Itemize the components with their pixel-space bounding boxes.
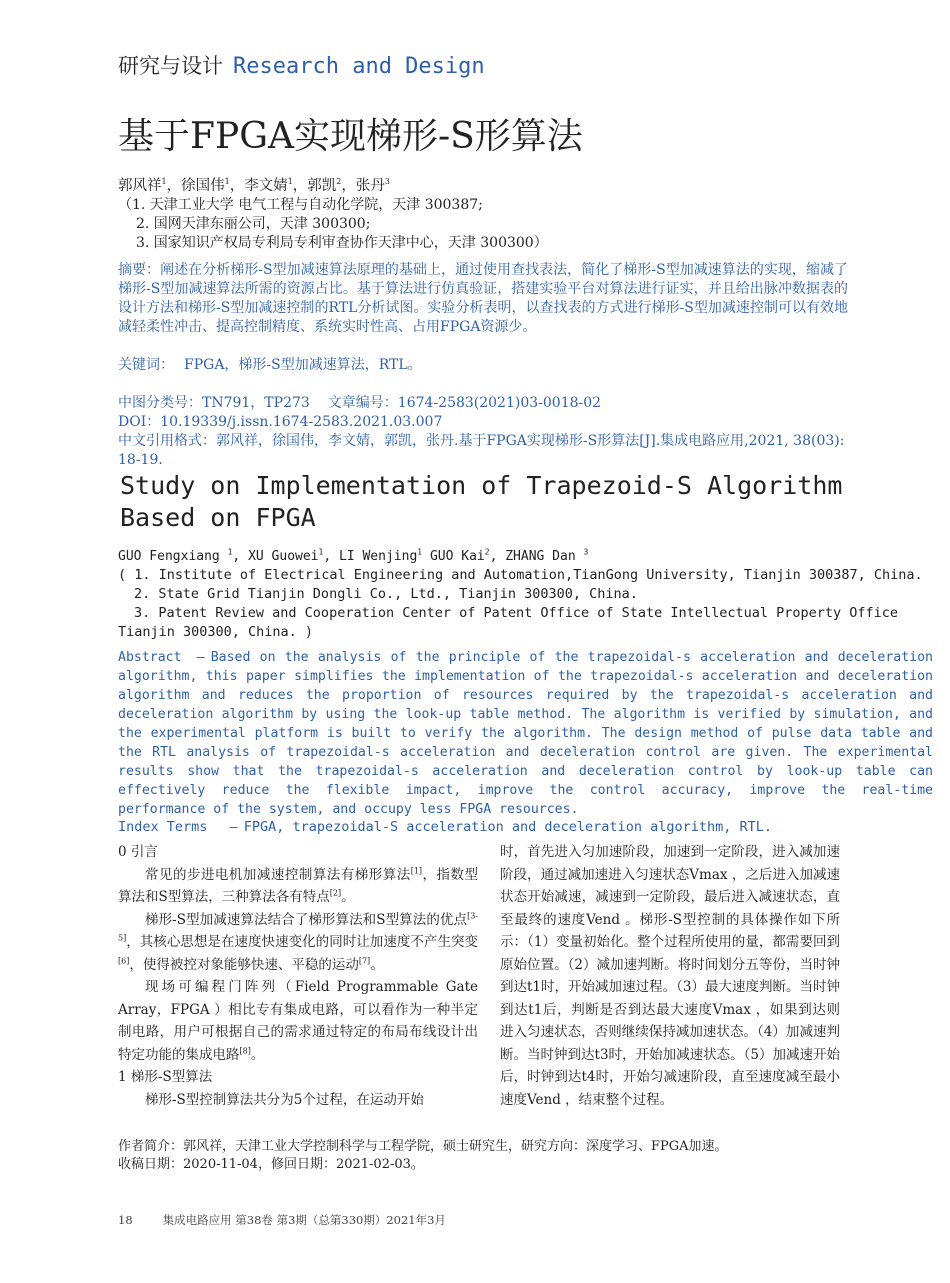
abstract-en-dash: — [196,650,205,665]
author-affil-mark: 1 [161,177,167,187]
author-affil-mark: 1 [318,547,324,557]
author-name-en: LI Wenjing [339,549,418,564]
author-affil-mark: 1 [224,177,230,187]
separator: ， [341,178,356,194]
affiliation-line: 2. 国网天津东丽公司，天津 300300; [136,216,371,232]
author-affil-mark: 2 [484,547,490,557]
citation-mark: [7] [358,956,371,965]
index-terms-dash: — [229,819,238,835]
affiliation-line: 3. 国家知识产权局专利局专利审查协作天津中心，天津 300300） [136,235,548,251]
separator: ， [292,178,308,194]
affiliations-cn [118,196,548,253]
authors-en: GUO Fengxiang $^1$, XU Guowei$^1$, LI Wenjing$^1$ GUO Kai$^2$, ZHANG Dan $^3$ [118,547,589,564]
body-paragraph: 梯形-S型控制算法共分为5个过程，在运动开始 [145,1091,424,1108]
section-label [118,50,485,80]
abstract-en-label: Abstract [118,650,182,665]
section-label-en: Research and Design [233,54,485,79]
keywords-cn [118,356,848,375]
separator: ， [166,178,182,194]
abstract-en [118,648,933,819]
body-paragraph: 时，首先进入匀加速阶段，加速到一定阶段，进入减加速阶段，通过减加速进入匀速状态Vmax ，之后进入加减速状态开始减速，减速到一定阶段，最后进入减速状态，直至最终的速度Vend 。梯形-S型控制的具体操作如下所示：（1）变量初始化。整个过程所使用的量，都需要回到原始位置。（2）减加速判断。将时间划分五等份，当时钟到达t1时，开始减加速过程。（3）最大速度判断。当时钟到达t1后，判断是否到达最大速度Vmax ，如果到达则进入匀速状态，否则继续保持减加速状态。（4）加减速判断。当时钟到达t3时，开始加减速状态。（5）加减速开始后，时钟到达t4时，开始匀减速阶段，直至速度减至最小速度Vend ，结束整个过程。 [500,844,840,1108]
author-affil-mark: 3 [583,547,589,557]
body-column-right [500,841,840,1111]
index-terms [118,818,772,837]
separator: ， [229,178,245,194]
author-name: 徐国伟 [181,178,225,194]
authors-cn [118,177,390,196]
article-number: 文章编号：1674-2583(2021)03-0018-02 [327,395,602,411]
index-terms-text: FPGA, trapezoidal-S acceleration and deceleration algorithm, RTL. [243,819,772,835]
affiliation-line: （1. 天津工业大学 电气工程与自动化学院，天津 300387; [118,197,483,213]
author-affil-mark: 1 [417,547,423,557]
author-name: 郭风祥 [118,178,162,194]
affiliations-en [118,566,938,642]
author-name-en: GUO Kai [429,549,485,564]
citation-mark: [6] [118,956,130,965]
meta-cn [118,394,848,470]
body-paragraph: 梯形-S型加减速算法结合了梯形算法和S型算法的优点[3-5]，其核心思想是在速度快速变化的同时让加速度不产生突变[6]，使得被控对象能够快速、平稳的运动[7]。 [118,911,478,973]
author-affil-mark: 1 [287,177,293,187]
abstract-cn-label: 摘要： [118,262,161,278]
citation-mark: [8] [239,1046,251,1055]
author-name: 张丹 [355,178,385,194]
body-paragraph: 常见的步进电机加减速控制算法有梯形算法[1]，指数型算法和S型算法，三种算法各有特点[2]。 [118,866,479,905]
citation-mark: [2] [329,888,342,898]
citation-mark: [1] [410,866,423,875]
author-info: 作者简介：郭风祥，天津工业大学控制科学与工程学院，硕士研究生，研究方向：深度学习、FPGA加速。 [118,1139,728,1154]
affiliation-line-en: 3. Patent Review and Cooperation Center of Patent Office of State Intellectual Property Office [134,605,899,621]
author-name: 李文婧 [244,178,288,194]
footnote [118,1138,728,1174]
author-affil-mark: 1 [227,547,233,557]
journal-info: 集成电路应用 第38卷 第3期（总第330期）2021年3月 [162,1213,446,1227]
citation-mark: [3-5] [118,911,478,943]
clc-number: 中图分类号：TN791，TP273 [118,395,310,411]
author-name-en: ZHANG Dan [505,549,576,564]
paper-title-cn: 基于FPGA实现梯形-S形算法 [118,116,583,157]
index-terms-label: Index Terms [118,819,208,835]
doi: DOI：10.19339/j.issn.1674-2583.2021.03.007 [118,414,443,430]
paper-title-en: Study on Implementation of Trapezoid-S Algorithm Based on FPGA [120,471,843,532]
page-number: 18 [118,1213,133,1227]
author-affil-mark: 2 [336,177,342,187]
section-heading: 0 引言 [118,844,158,860]
keywords-cn-label: 关键词： [118,357,174,373]
section-heading: 1 梯形-S型算法 [118,1069,213,1085]
citation-cn: 中文引用格式：郭风祥，徐国伟，李文婧，郭凯，张丹.基于FPGA实现梯形-S形算法[J].集成电路应用,2021, 38(03): 18-19. [118,433,845,468]
author-name-en: XU Guowei [248,549,319,564]
body-column-left [118,841,478,1111]
abstract-cn [118,261,848,337]
received-dates: 收稿日期：2020-11-04，修回日期：2021-02-03。 [118,1157,424,1172]
affiliation-line-en: Tianjin 300300, China. ) [118,624,314,640]
keywords-cn-text: FPGA，梯形-S型加减速算法，RTL。 [184,357,422,373]
section-label-cn: 研究与设计 [118,54,223,78]
page-footer [118,1212,446,1228]
body-paragraph: 现场可编程门阵列（Field Programmable Gate Array，FPGA ）相比专有集成电路，可以看作为一种半定制电路，用户可根据自己的需求通过特定的布局布线设计出特定功能的集成电路[8]。 [118,979,478,1063]
author-affil-mark: 3 [384,177,390,187]
affiliation-line-en: 2. State Grid Tianjin Dongli Co., Ltd., Tianjin 300300, China. [134,586,638,602]
author-name: 郭凯 [307,178,337,194]
author-name-en: GUO Fengxiang [118,549,220,564]
abstract-en-text: Based on the analysis of the principle of the trapezoidal-s acceleration and deceleration algorithm, this paper simplifies the implementation of the trapezoidal-s acceleration and deceleration algorithm and reduces the proportion of resources required by the trapezoidal-s acceleration and deceleration algorithm by using the look-up table method. The algorithm is verified by simulation, and the experimental platform is built to verify the algorithm. The design method of pulse data table and the RTL analysis of trapezoidal-s acceleration and deceleration control are given. The experimental results show that the trapezoidal-s acceleration and deceleration control by look-up table can effectively reduce the flexible impact, improve the control accuracy, improve the real-time performance of the system, and occupy less FPGA resources. [118,650,933,817]
affiliation-line-en: ( 1. Institute of Electrical Engineering and Automation,TianGong University, Tianjin 300387, China. [118,567,923,583]
abstract-cn-text: 阐述在分析梯形-S型加减速算法原理的基础上，通过使用查找表法，简化了梯形-S型加减速算法的实现，缩减了梯形-S型加减速算法所需的资源占比。基于算法进行仿真验证，搭建实验平台对算法进行证实，并且给出脉冲数据表的设计方法和梯形-S型加减速控制的RTL分析试图。实验分析表明，以查找表的方式进行梯形-S型加减速控制可以有效地减轻柔性冲击、提高控制精度、系统实时性高、占用FPGA资源少。 [118,262,849,335]
